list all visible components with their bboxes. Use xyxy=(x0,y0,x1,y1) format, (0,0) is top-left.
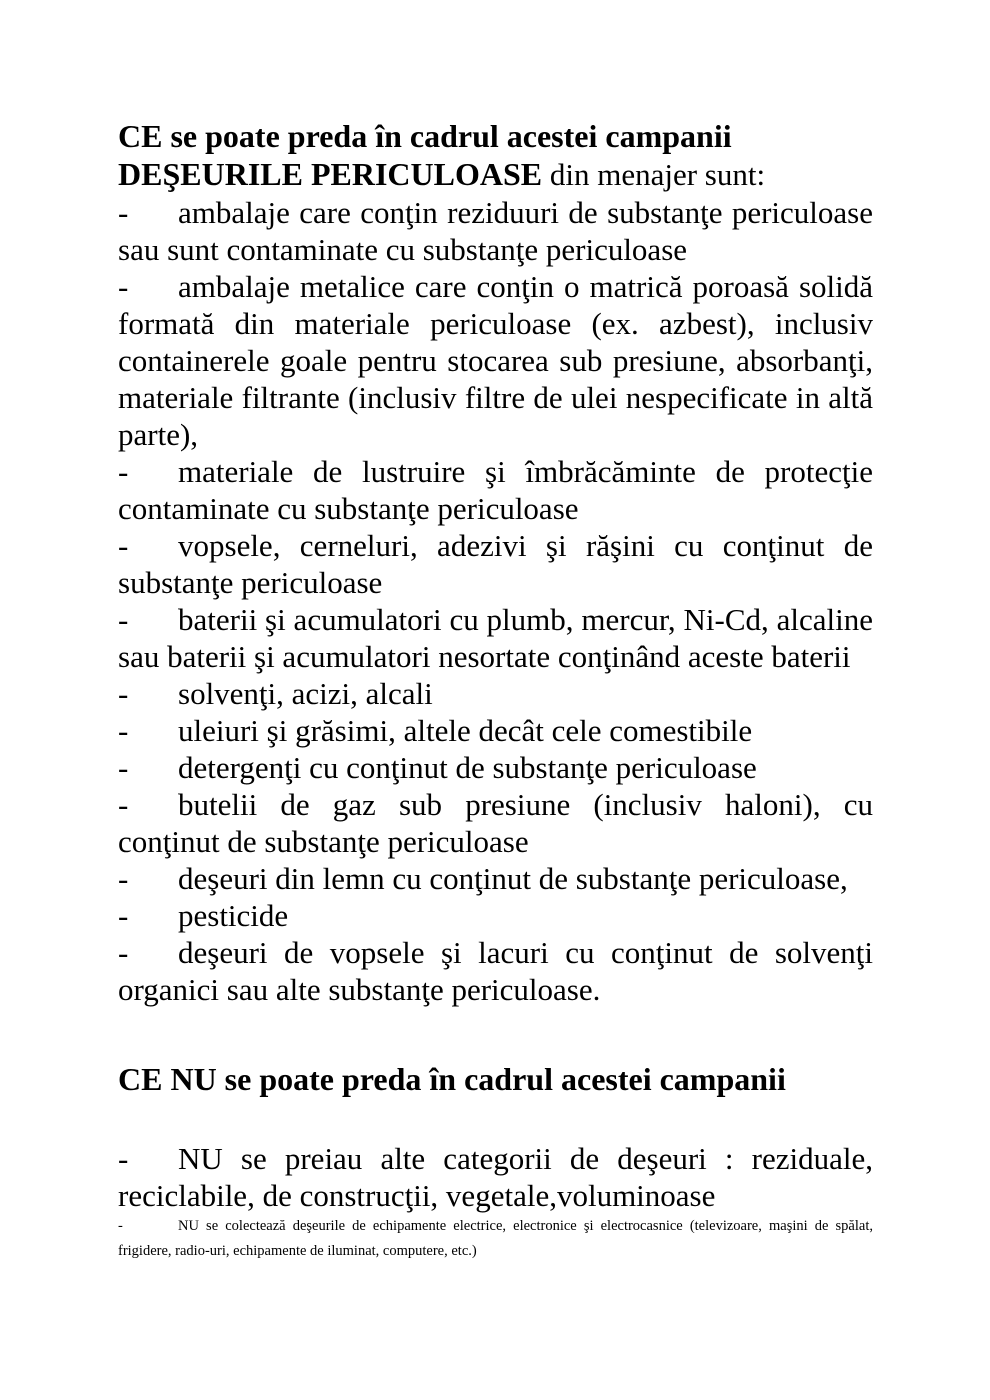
list-dash: - xyxy=(118,861,129,896)
list-dash: - xyxy=(118,750,129,785)
list-item-text: baterii şi acumulatori cu plumb, mercur, Ni-Cd, alcaline sau baterii şi acumulatori nesortate conţinând aceste baterii xyxy=(118,602,873,674)
list-dash: - xyxy=(118,454,129,489)
section1-heading-line2-rest: din menajer sunt: xyxy=(542,157,766,192)
list-item-text: uleiuri şi grăsimi, altele decât cele comestibile xyxy=(178,713,753,748)
list-item-text: ambalaje care conţin reziduuri de substanţe periculoase sau sunt contaminate cu substanţe periculoase xyxy=(118,195,873,267)
list-item-packaging xyxy=(118,194,873,268)
list-dash: - xyxy=(118,195,129,230)
list-item-pesticides xyxy=(118,897,873,934)
list-dash: - xyxy=(118,1218,123,1234)
list-item-metal-packaging xyxy=(118,268,873,453)
list-item-text: deşeuri din lemn cu conţinut de substanţe periculoase, xyxy=(178,861,848,896)
list-item-paints-inks xyxy=(118,527,873,601)
list-item-text: pesticide xyxy=(178,898,289,933)
list-item-text: solvenţi, acizi, alcali xyxy=(178,676,433,711)
list-item-text: butelii de gaz sub presiune (inclusiv haloni), cu conţinut de substanţe periculoase xyxy=(118,787,873,859)
list-item-weee-note xyxy=(118,1214,873,1264)
section2-heading: CE NU se poate preda în cadrul acestei campanii xyxy=(118,1061,786,1097)
section1-heading-line2 xyxy=(118,155,873,194)
section1-heading-line2-bold: DEŞEURILE PERICULOASE xyxy=(118,156,543,192)
list-item-polishing-materials xyxy=(118,453,873,527)
small-note-text: NU se colectează deşeurile de echipamente electrice, electronice şi electrocasnice (televizoare, maşini de spălat, frigidere, radio-uri, echipamente de iluminat, computere, etc.) xyxy=(118,1218,873,1259)
section1-heading-line1: CE se poate preda în cadrul acestei campanii xyxy=(118,118,732,154)
list-item-text: deşeuri de vopsele şi lacuri cu conţinut de solvenţi organici sau alte substanţe periculoase. xyxy=(118,935,873,1007)
list-dash: - xyxy=(118,528,129,563)
list-dash: - xyxy=(118,269,129,304)
list-item-text: detergenţi cu conţinut de substanţe periculoase xyxy=(178,750,757,785)
list-dash: - xyxy=(118,713,129,748)
list-item-not-accepted xyxy=(118,1140,873,1214)
list-item-oils xyxy=(118,712,873,749)
list-dash: - xyxy=(118,676,129,711)
list-item-text: ambalaje metalice care conţin o matrică poroasă solidă formată din materiale periculoase (ex. azbest), inclusiv containerele goale pentru stocarea sub presiune, absorbanţi, materiale filtrante (inclusiv filtre de ulei nespecificate in altă parte), xyxy=(118,269,873,452)
list-item-batteries xyxy=(118,601,873,675)
list-item-text: NU se preiau alte categorii de deşeuri : reziduale, reciclabile, de construcţii, vegetale,voluminoase xyxy=(118,1141,873,1213)
list-dash: - xyxy=(118,935,129,970)
list-dash: - xyxy=(118,1141,129,1176)
list-item-paint-waste xyxy=(118,934,873,1008)
list-item-detergents xyxy=(118,749,873,786)
list-dash: - xyxy=(118,602,129,637)
list-dash: - xyxy=(118,787,129,822)
list-dash: - xyxy=(118,898,129,933)
list-item-text: vopsele, cerneluri, adezivi şi răşini cu conţinut de substanţe periculoase xyxy=(118,528,873,600)
list-item-text: materiale de lustruire şi îmbrăcăminte de protecţie contaminate cu substanţe periculoase xyxy=(118,454,873,526)
list-item-solvents xyxy=(118,675,873,712)
list-item-wood-waste xyxy=(118,860,873,897)
list-item-gas-cylinders xyxy=(118,786,873,860)
